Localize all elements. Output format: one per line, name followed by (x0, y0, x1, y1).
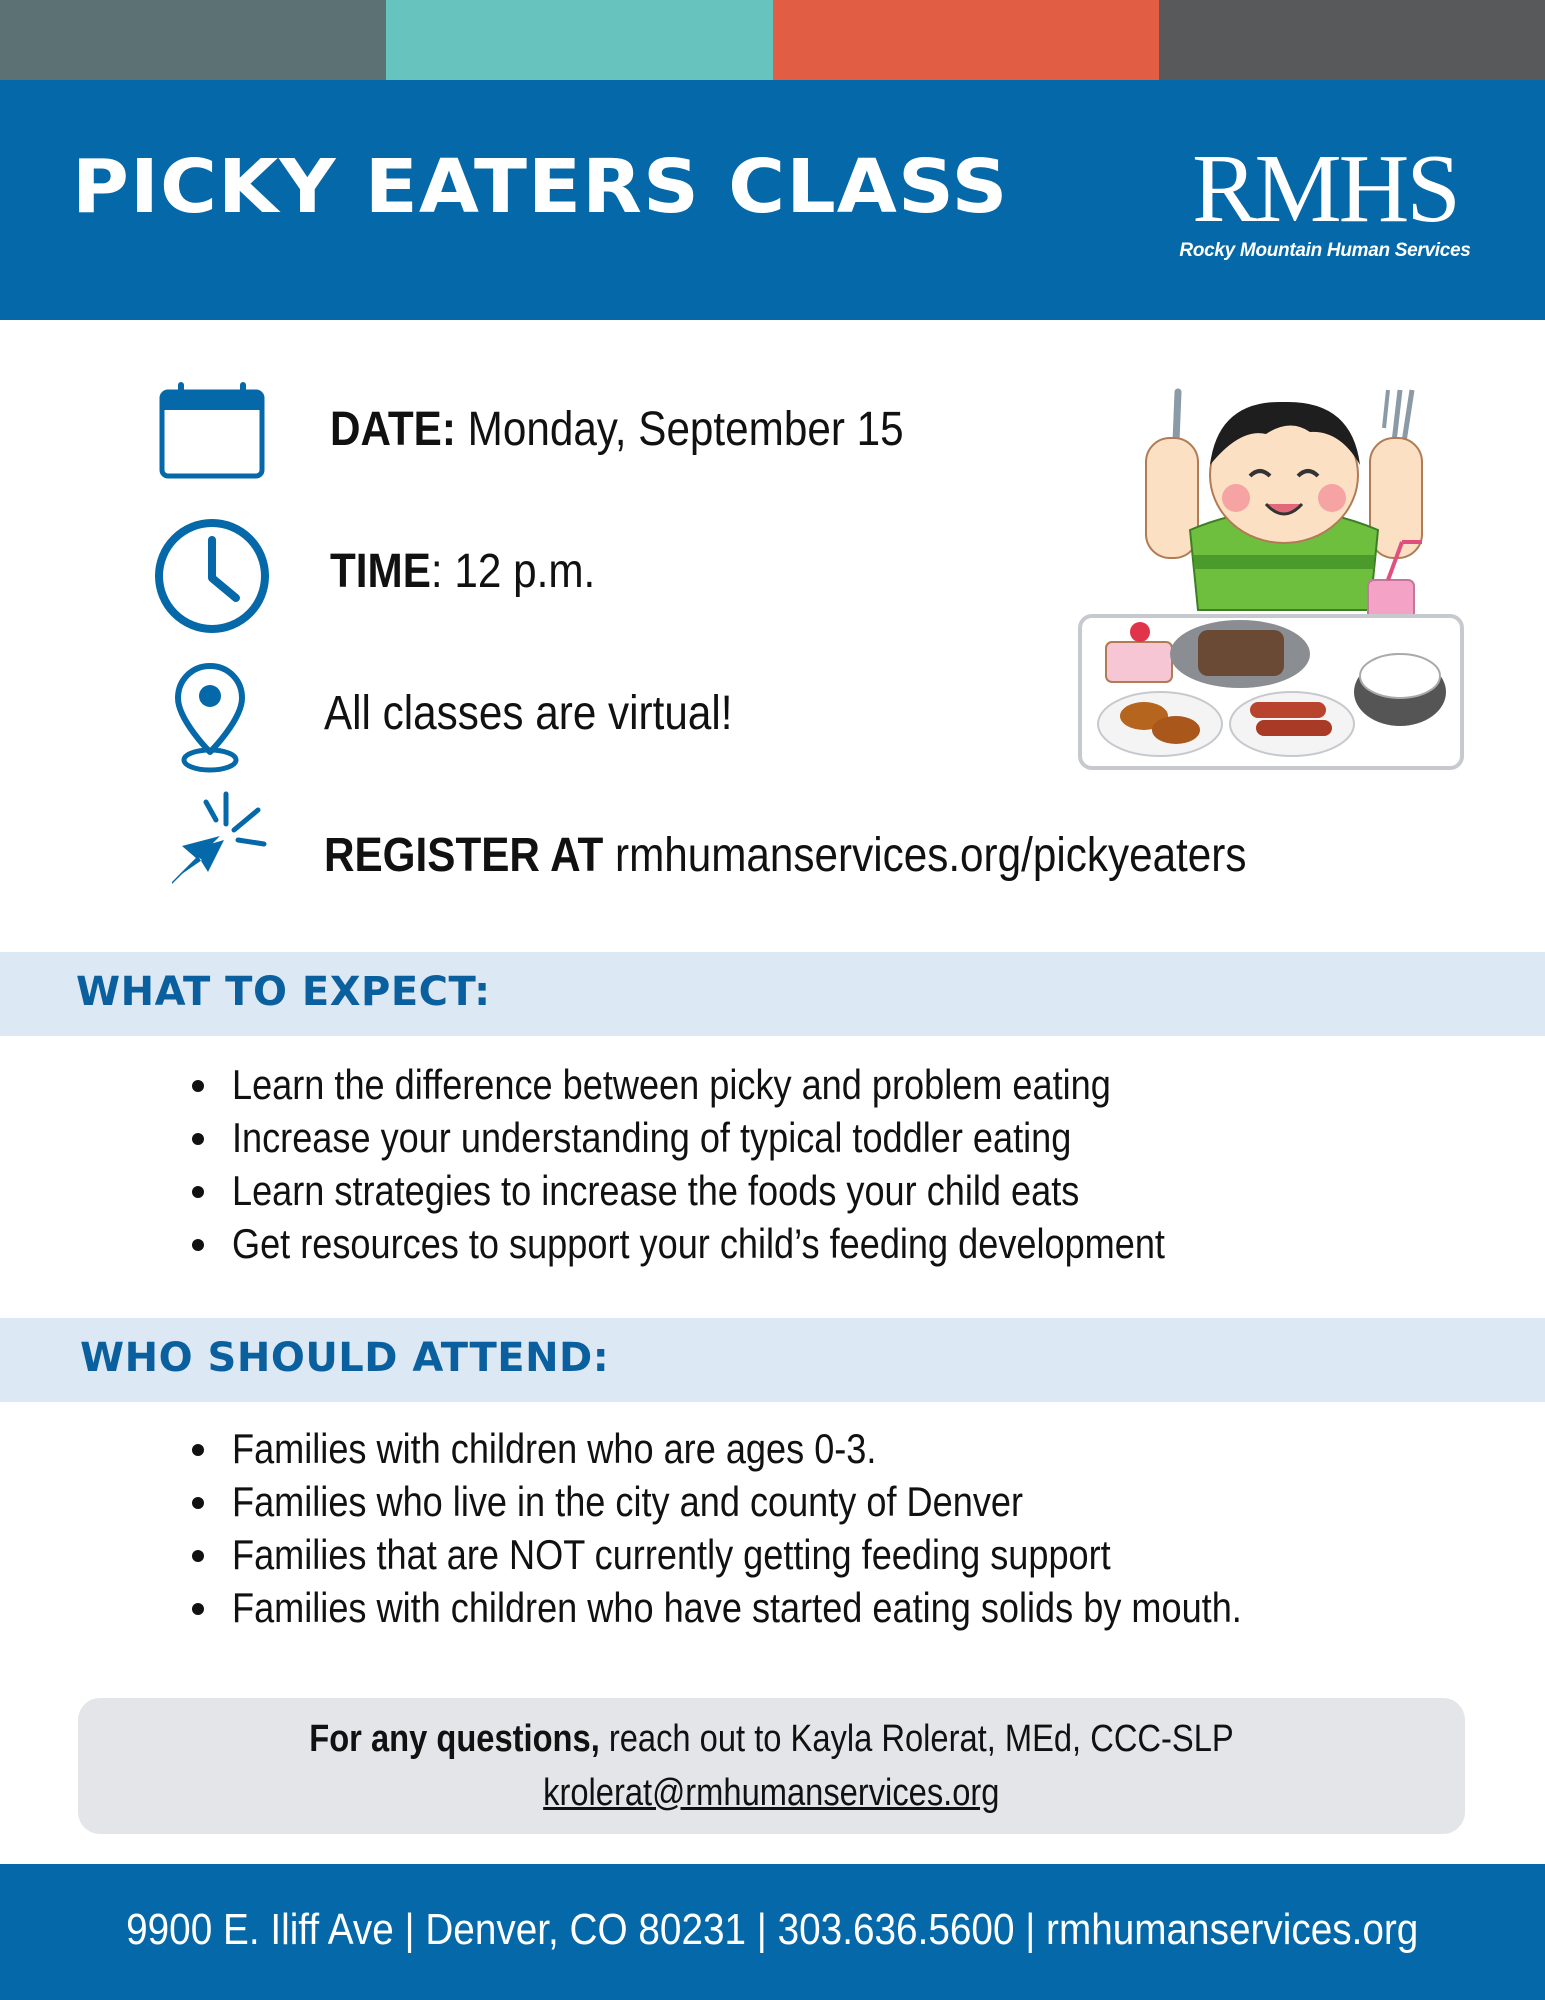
location-line: All classes are virtual! (324, 687, 733, 740)
email-line (78, 1774, 1465, 1812)
logo-main-text: RMHS (1192, 135, 1458, 243)
stripe-coral (773, 0, 1159, 80)
footer-bar (0, 1864, 1545, 2000)
who-should-attend-heading: WHO SHOULD ATTEND: (80, 1335, 610, 1381)
date-line (330, 403, 904, 456)
rmhs-logo (1170, 135, 1480, 262)
register-link[interactable]: rmhumanservices.org/pickyeaters (603, 829, 1247, 882)
list-item: Learn strategies to increase the foods your child eats (190, 1164, 1317, 1217)
attend-list (190, 1422, 1406, 1634)
contact-lead: For any questions, (309, 1718, 600, 1760)
contact-text: reach out to Kayla Rolerat, MEd, CCC-SLP (599, 1718, 1234, 1760)
cursor-click-icon (168, 788, 268, 888)
who-should-attend-section (0, 1318, 1545, 1402)
date-label: DATE: (330, 403, 456, 456)
register-line (324, 829, 1247, 882)
what-to-expect-heading: WHAT TO EXPECT: (76, 969, 491, 1015)
color-stripes (0, 0, 1545, 80)
time-label: TIME (330, 545, 431, 598)
contact-box (78, 1698, 1465, 1834)
list-item: Families who live in the city and county of Denver (190, 1475, 1406, 1528)
list-item: Get resources to support your child’s feeding development (190, 1217, 1317, 1270)
email-link[interactable]: krolerat@rmhumanservices.org (543, 1772, 1000, 1814)
clock-icon (152, 516, 272, 636)
stripe-slate (0, 0, 386, 80)
stripe-teal (386, 0, 772, 80)
stripe-gray (1159, 0, 1545, 80)
footer-text: 9900 E. Iliff Ave | Denver, CO 80231 | 303.636.5600 | rmhumanservices.org (126, 1905, 1419, 1954)
time-line (330, 545, 596, 598)
list-item: Families with children who are ages 0-3. (190, 1422, 1406, 1475)
expect-list (190, 1058, 1317, 1270)
what-to-expect-section (0, 952, 1545, 1036)
child-eating-illustration (1070, 380, 1470, 780)
list-item: Families with children who have started eating solids by mouth. (190, 1581, 1406, 1634)
register-label: REGISTER AT (324, 829, 604, 882)
page-title: PICKY EATERS CLASS (72, 144, 1009, 230)
calendar-icon (158, 380, 268, 480)
contact-line (78, 1720, 1465, 1758)
location-pin-icon (172, 660, 248, 776)
list-item: Families that are NOT currently getting feeding support (190, 1528, 1406, 1581)
list-item: Increase your understanding of typical toddler eating (190, 1111, 1317, 1164)
logo-subtitle: Rocky Mountain Human Services (1179, 240, 1471, 261)
list-item: Learn the difference between picky and problem eating (190, 1058, 1317, 1111)
date-value: Monday, September 15 (455, 403, 904, 456)
time-value: : 12 p.m. (430, 545, 596, 598)
